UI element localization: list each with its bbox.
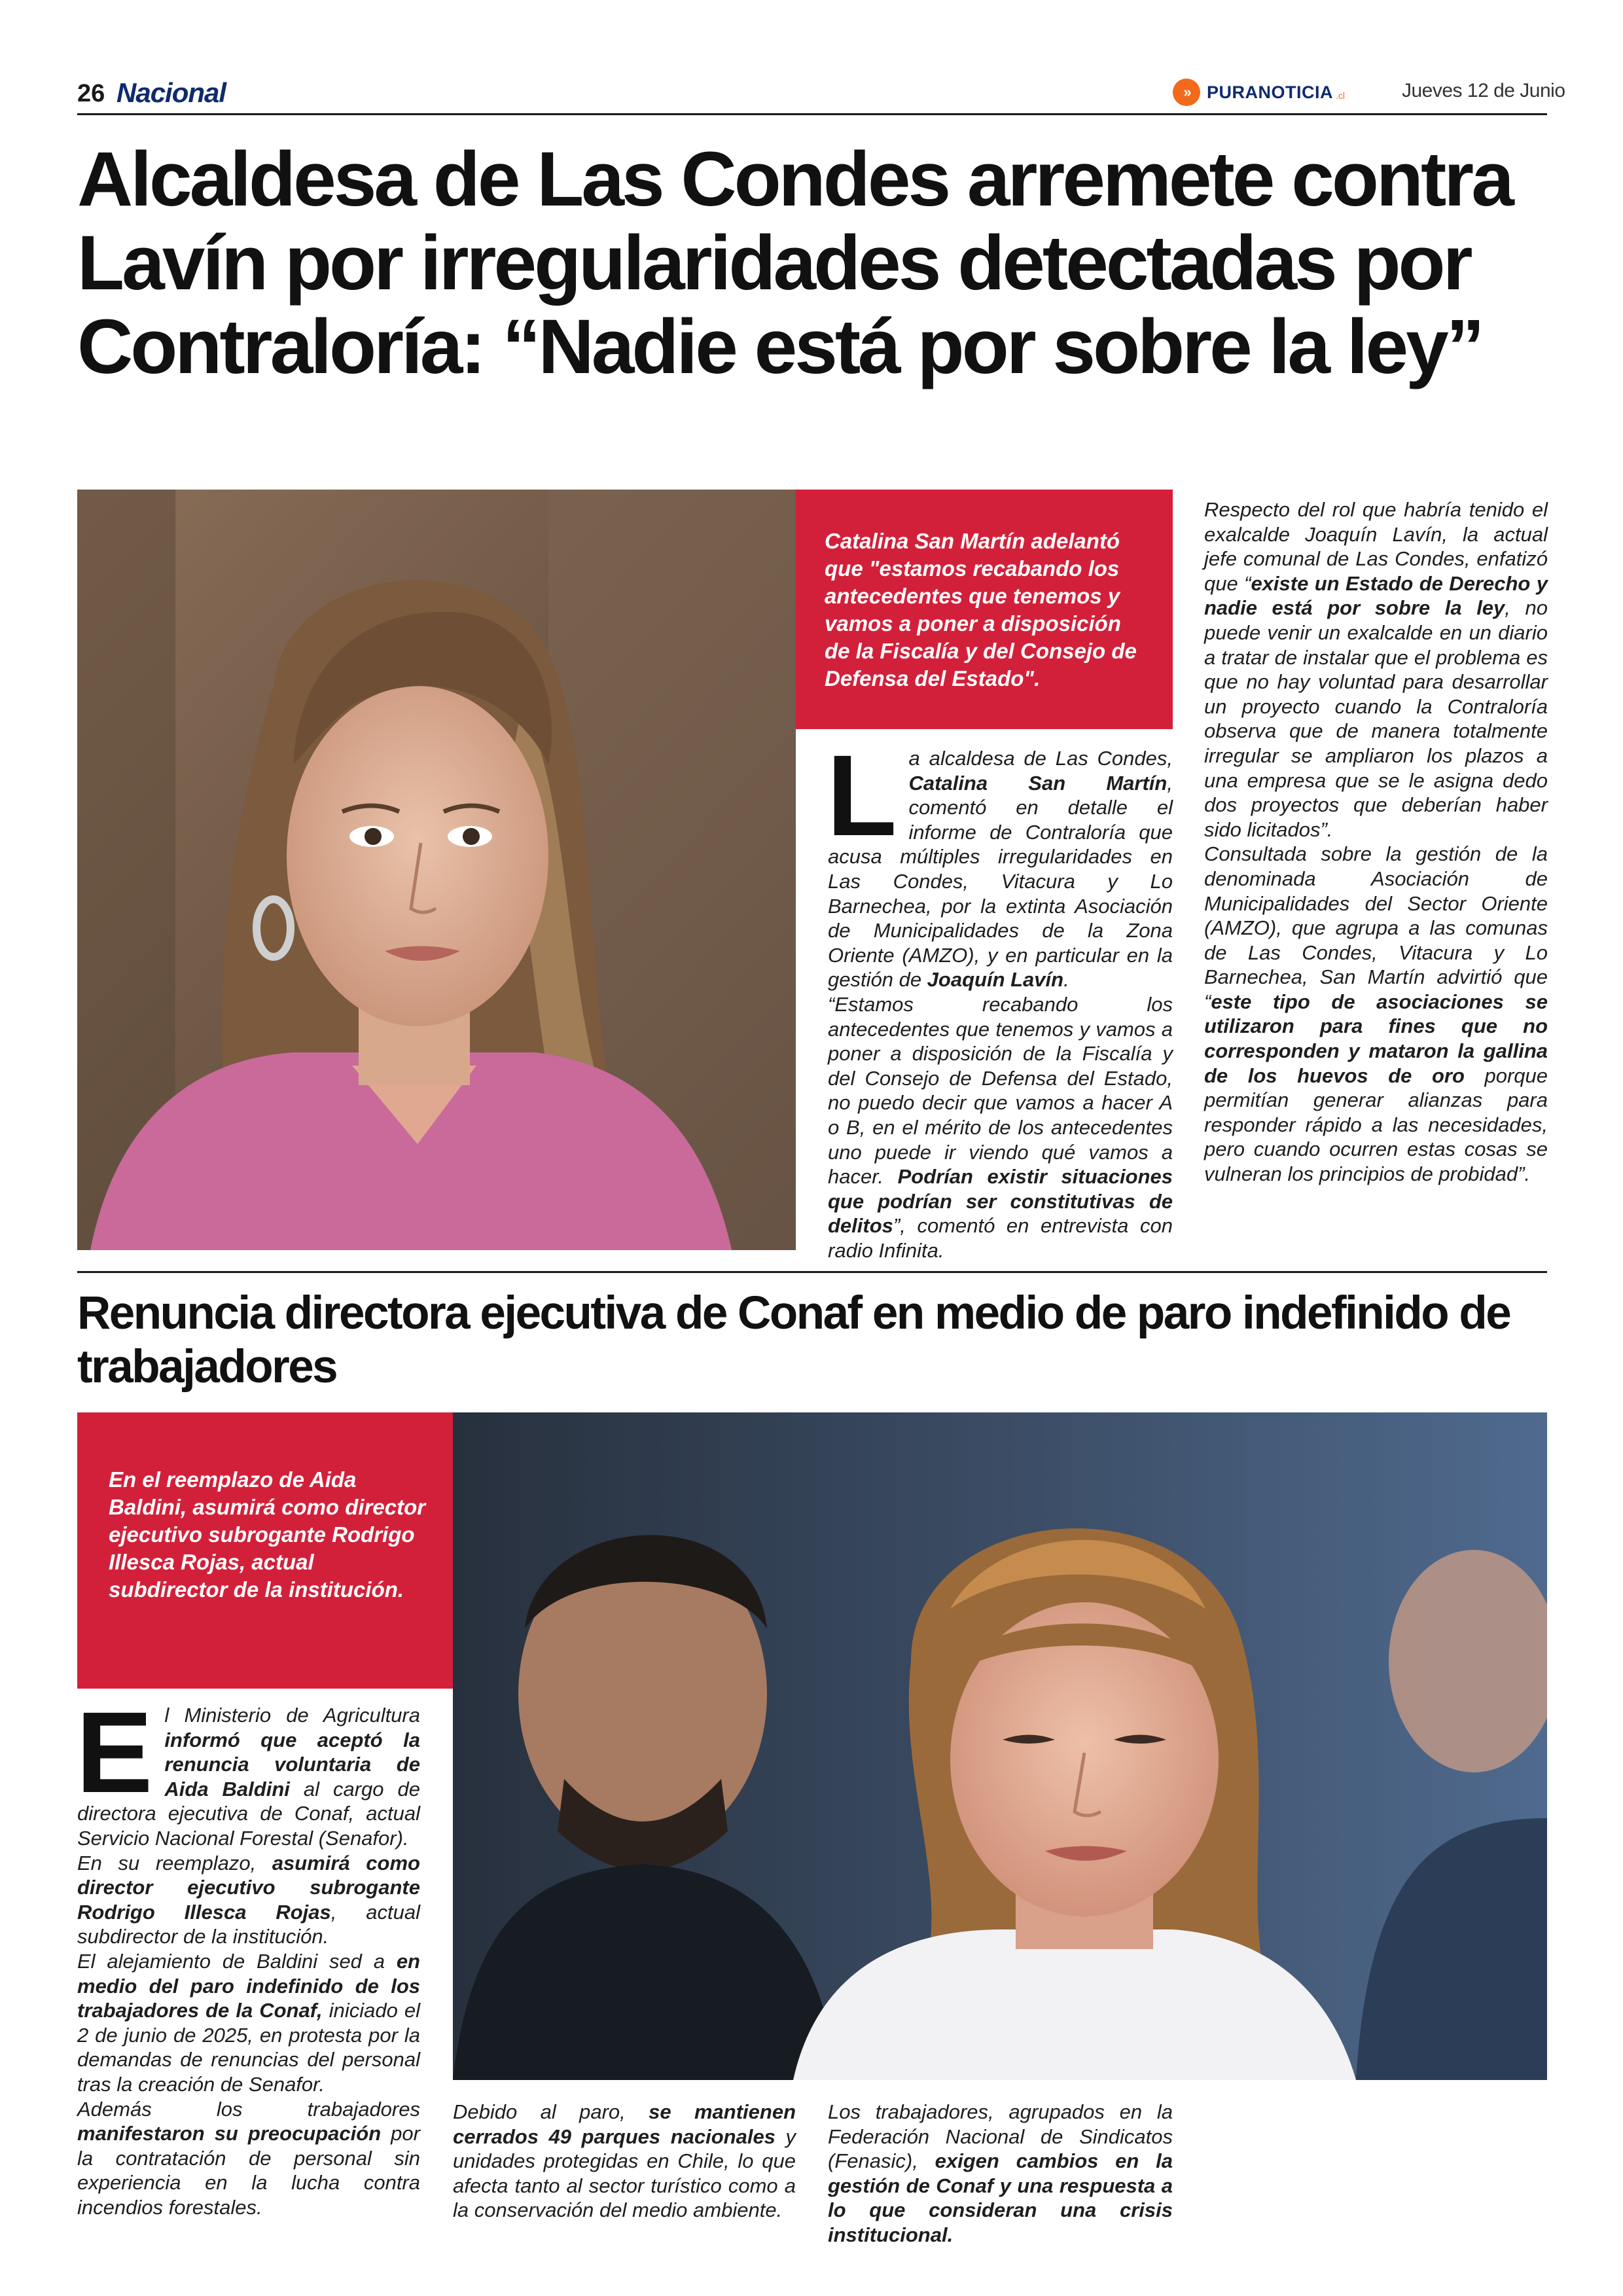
photo-woman-portrait	[77, 490, 796, 1250]
article-1-pull-quote: Catalina San Martín adelantó que "estamos recabando los antecedentes que tenemos y vamos a poner a disposición de la Fiscalía y del Consejo de Defensa del Estado".	[796, 490, 1173, 729]
article-2-paragraph-2: En su reemplazo, asumirá como director ejecutivo subrogante Rodrigo Illesca Rojas, actual subdirector de la institución.	[77, 1851, 420, 1948]
article-1-headline: Alcaldesa de Las Condes arremete contra Lavín por irregularidades detectadas por Contraloría: “Nadie está por sobre la ley”	[77, 136, 1512, 390]
section-divider	[77, 1271, 1547, 1273]
brand-domain: .cl	[1336, 90, 1345, 101]
article-1-photo	[77, 490, 796, 1250]
article-1-body-column-2	[1204, 497, 1548, 1187]
article-2-headline: Renuncia directora ejecutiva de Conaf en medio de paro indefinido de trabajadores	[77, 1287, 1510, 1393]
article-2-body-column-3	[828, 2100, 1173, 2248]
article-2-body-column-2	[453, 2100, 796, 2223]
article-2-paragraph-6: Los trabajadores, agrupados en la Federación Nacional de Sindicatos (Fenasic), exigen cambios en la gestión de Conaf y una respuesta a lo que consideran una crisis institucional.	[828, 2100, 1173, 2246]
issue-date: Jueves 12 de Junio	[1402, 80, 1565, 101]
brand-name: PURANOTICIA	[1207, 82, 1333, 102]
brand-logo	[1173, 79, 1345, 106]
article-2-paragraph-4: Además los trabajadores manifestaron su preocupación por la contratación de personal sin experiencia en la lucha contra incendios forestales.	[77, 2097, 420, 2219]
article-2-paragraph-3: El alejamiento de Baldini sed a en medio del paro indefinido de los trabajadores de la Conaf, iniciado el 2 de junio de 2025, en protesta por la demandas de renuncias del personal tras la creación de Senafor.	[77, 1949, 420, 2096]
drop-cap: E	[76, 1689, 153, 1817]
article-1-paragraph-3: Respecto del rol que habría tenido el exalcalde Joaquín Lavín, la actual jefe comunal de Las Condes, enfatizó que “existe un Estado de Derecho y nadie está por sobre la ley, no puede venir un exalcalde en un diario a tratar de instalar que el problema es que no hay voluntad para desarrollar un proyecto cuando la Contraloría observa que de manera totalmente irregular se ampliaron los plazos a una empresa que se le asigna dedo dos proyectos que deberían haber sido licitados”.	[1204, 498, 1548, 841]
photo-press-conference	[453, 1412, 1547, 2080]
article-2-paragraph-5: Debido al paro, se mantienen cerrados 49 parques nacionales y unidades protegidas en Chile, lo que afecta tanto al sector turístico como a la conservación del medio ambiente.	[453, 2100, 796, 2222]
page-number: 26	[77, 80, 105, 107]
section-name: Nacional	[116, 77, 226, 108]
article-2-photo	[453, 1412, 1547, 2080]
article-1-paragraph-1: La alcaldesa de Las Condes, Catalina San Martín, comentó en detalle el informe de Contraloría que acusa múltiples irregularidades en Las Condes, Vitacura y Lo Barnechea, por la extinta Asociación de Municipalidades de la Zona Oriente (AMZO), y en particular en la gestión de Joaquín Lavín.	[827, 732, 1173, 992]
article-1-paragraph-4: Consultada sobre la gestión de la denominada Asociación de Municipalidades del Sector Oriente (AMZO), que agrupa a las comunas de Las Condes, Vitacura y Lo Barnechea, San Martín advirtió que “este tipo de asociaciones se utilizaron para fines que no corresponden y mataron la gallina de los huevos de oro porque permitían generar alianzas para responder rápido a las necesidades, pero cuando ocurren estas cosas se vulneran los principios de probidad”.	[1204, 842, 1548, 1186]
header-divider	[77, 113, 1547, 115]
article-2-paragraph-1: El Ministerio de Agricultura informó que aceptó la renuncia voluntaria de Aida Baldini al cargo de directora ejecutiva de Conaf, actual Servicio Nacional Forestal (Senafor).	[76, 1689, 420, 1850]
double-chevron-icon: »	[1173, 79, 1200, 106]
article-1-paragraph-2: “Estamos recabando los antecedentes que tenemos y vamos a poner a disposición de la Fiscalía y del Consejo de Defensa del Estado, no puedo decir que vamos a hacer A o B, en el mérito de los antecedentes uno puede ir viendo qué vamos a hacer. Podrían existir situaciones que podrían ser constitutivas de delitos”, comentó en entrevista con radio Infinita.	[828, 992, 1173, 1262]
drop-cap: L	[827, 732, 897, 860]
article-1-body-column-1	[827, 732, 1173, 1263]
article-2-pull-quote: En el reemplazo de Aida Baldini, asumirá como director ejecutivo subrogante Rodrigo Illesca Rojas, actual subdirector de la institución.	[77, 1412, 453, 1689]
article-2-body-column-1	[76, 1689, 420, 2219]
